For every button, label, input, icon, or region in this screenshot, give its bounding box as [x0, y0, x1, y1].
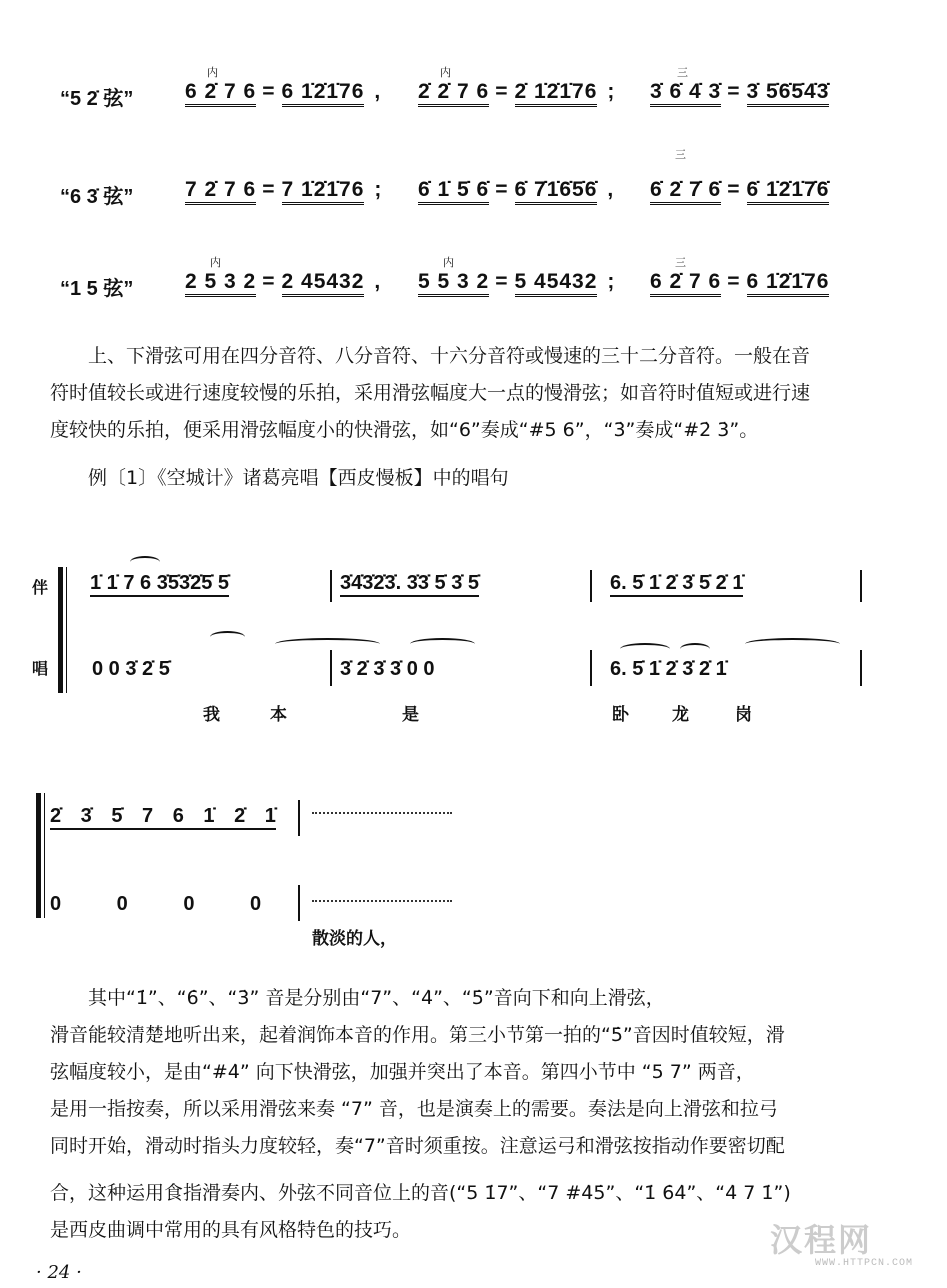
voice-measure-4: 0 0 0 0	[50, 893, 262, 915]
accomp-measure-3: 6. 5̇ 1̇ 2̇ 3̇ 5̇ 2̇ 1̇	[610, 572, 743, 597]
continuation-dots	[312, 900, 452, 902]
pattern: 3̇ 6̇ 4̇ 3̇ = 3̇ 5̇6̇5̇4̇3̇	[650, 80, 829, 104]
slur	[275, 638, 380, 650]
string-label: “5 2̇ 弦”	[60, 88, 134, 110]
barline	[590, 570, 592, 602]
slur	[130, 556, 160, 568]
slur	[210, 631, 245, 643]
lyric: 岗	[735, 705, 752, 725]
accomp-measure-4: 2̇ 3̇ 5̇ 7 6 1̇ 2̇ 1̇	[50, 805, 276, 830]
pattern: 2 5 3 2 = 2 45432 ,	[185, 270, 381, 294]
example-row-15	[0, 250, 947, 300]
barline	[330, 650, 332, 686]
slur	[680, 643, 710, 655]
string-label: “1 5 弦”	[60, 278, 134, 300]
system-bracket	[36, 793, 45, 918]
mark-nei: 内	[440, 66, 451, 79]
mark-nei: 内	[210, 256, 221, 269]
example-row-63	[0, 148, 947, 208]
pattern: 6̇ 2̇ 7̇ 6̇ = 6̇ 1̇2̇1̇7̇6̇	[650, 178, 829, 202]
lyric: 散淡的人，	[312, 929, 397, 949]
mark-nei: 内	[443, 256, 454, 269]
mark-san: 三	[675, 148, 686, 161]
page-number: · 24 ·	[36, 1262, 82, 1283]
barline	[860, 570, 862, 602]
barline	[298, 885, 300, 921]
slur	[745, 638, 840, 650]
lyric: 本	[270, 705, 287, 725]
pattern: 6 2̇ 7 6 = 6 1̇2̇1̇76 ,	[185, 80, 381, 104]
example-title: 例〔1〕《空城计》诸葛亮唱【西皮慢板】中的唱句	[88, 467, 509, 489]
barline	[590, 650, 592, 686]
lyric: 是	[402, 705, 419, 725]
example-row-52	[0, 60, 947, 110]
barline	[298, 800, 300, 836]
pattern: 5 5 3 2 = 5 45432 ;	[418, 270, 615, 294]
slur	[410, 638, 475, 650]
voice-measure-2: 3̇ 2̇ 3̇ 3̇ 0 0	[340, 658, 435, 680]
pattern: 7 2̇ 7 6 = 7 1̇2̇1̇76 ;	[185, 178, 382, 202]
continuation-dots	[312, 812, 452, 814]
mark-san: 三	[677, 66, 688, 79]
pattern: 2̇ 2̇ 7 6 = 2̇ 1̇2̇1̇76 ;	[418, 80, 615, 104]
voice-measure-3: 6. 5̇ 1̇ 2̇ 3̇ 2̇ 1̇	[610, 658, 727, 680]
mark-san: 三	[675, 256, 686, 269]
paragraph-sliding-usage: 上、下滑弦可用在四分音符、八分音符、十六分音符或慢速的三十二分音符。一般在音 符时值较长或进行速度较慢的乐拍，采用滑弦幅度大一点的慢滑弦；如音符时值短或进行速 度较快的乐拍，便采用滑弦幅度小的快滑弦，如“6”奏成“#5 6”，“3̇”奏成“#2̇ 3̇”。	[50, 345, 811, 441]
barline	[860, 650, 862, 686]
lyric: 我	[203, 705, 220, 725]
lyric: 卧	[612, 705, 629, 725]
pattern: 6 2̇ 7 6 = 6 1̇2̇1̇76	[650, 270, 829, 294]
string-label: “6 3̇ 弦”	[60, 186, 134, 208]
part-label-voice: 唱	[32, 659, 49, 678]
voice-measure-1: 0 0 3̇ 2̇ 5̇	[92, 658, 170, 680]
part-label-accompaniment: 伴	[32, 578, 49, 597]
accomp-measure-1: 1̇ 1̇ 7 6 3̇5̇3̇2̇5̇ 5̇	[90, 572, 229, 597]
mark-nei: 内	[207, 66, 218, 79]
accomp-measure-2: 3̇4̇3̇2̇3̇. 3̇3̇ 5̇ 3̇ 5̇	[340, 572, 479, 597]
system-bracket	[58, 567, 67, 693]
watermark-logo: 汉程网	[770, 1221, 873, 1259]
barline	[330, 570, 332, 602]
slur	[620, 643, 670, 655]
watermark-url: WWW.HTTPCN.COM	[815, 1258, 914, 1269]
paragraph-analysis: 其中“1̇”、“6̇”、“3̇” 音是分别由“7”、“4̇”、“5̇”音向下和向上滑弦， 滑音能较清楚地听出来，起着润饰本音的作用。第三小节第一拍的“5̇”音因时值较短，滑 弦幅度较小，是由“#4̇” 向下快滑弦，加强并突出了本音。第四小节中 “5 7” 两音， 是用一指按奏，所以采用滑弦来奏 “7” 音，也是演奏上的需要。奏法是向上滑弦和拉弓 同时开始，滑动时指头力度较轻，奏“7”音时须重按。注意运弓和滑弦按指动作要密切配 合，这种运用食指滑奏内、外弦不同音位上的音(“5 1̇7”、“7 #4̇5̇”、“1̇ 6̇4̇”、“4̇ 7 1̇”) 是西皮曲调中常用的具有风格特色的技巧。	[50, 987, 791, 1241]
lyric: 龙	[672, 705, 689, 725]
pattern: 6̇ 1̇ 5̇ 6̇ = 6̇ 7̇1̇6̇5̇6̇ ,	[418, 178, 614, 202]
